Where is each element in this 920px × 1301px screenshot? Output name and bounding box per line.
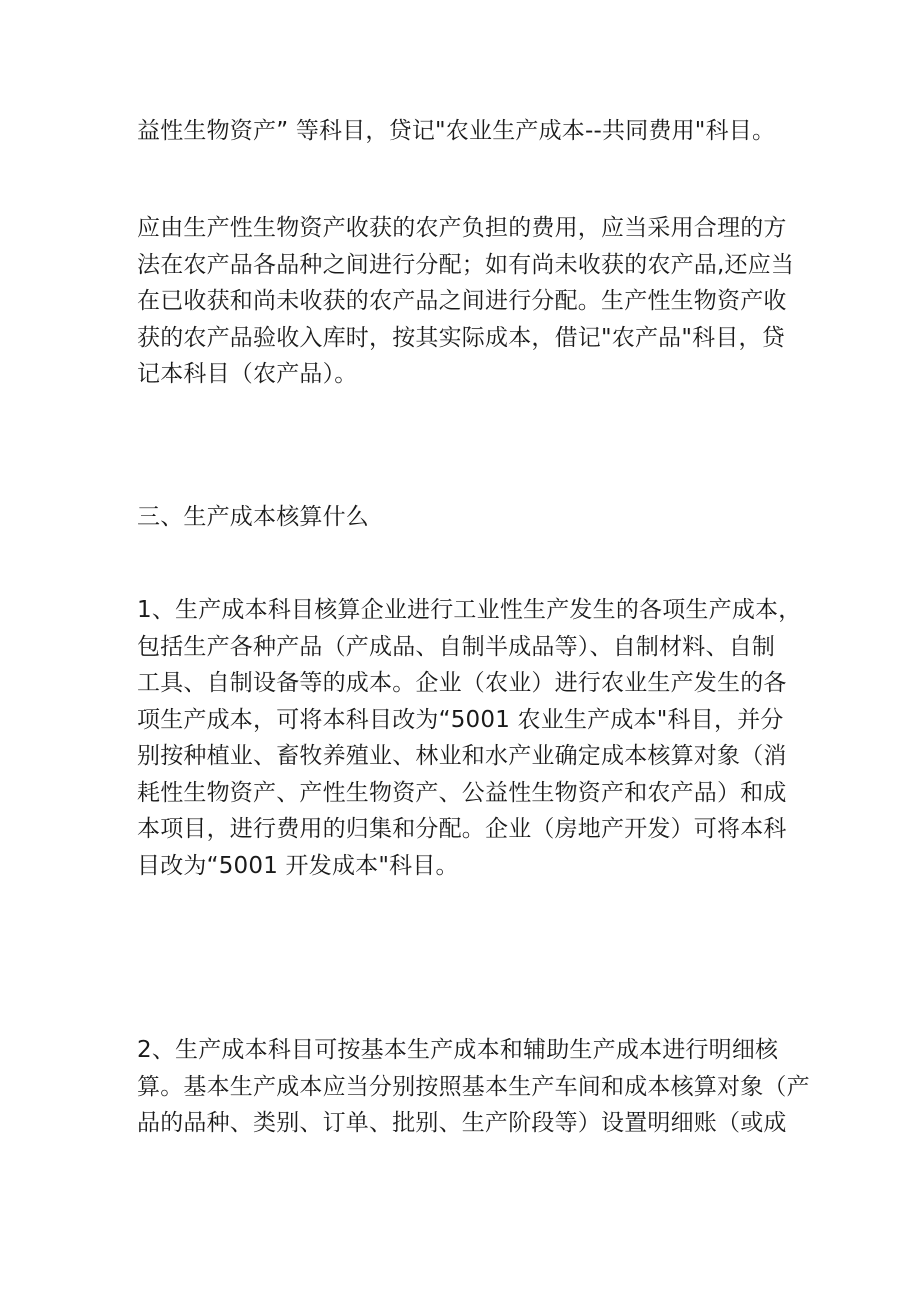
paragraph-4 xyxy=(137,1032,810,1142)
text-line: 获的农产品验收入库时，按其实际成本，借记"农产品"科目，贷 xyxy=(137,324,785,351)
text-line: 品的品种、类别、订单、批别、生产阶段等）设置明细账（或成 xyxy=(137,1110,787,1136)
text-line: 在已收获和尚未收获的农产品之间进行分配。生产性生物资产收 xyxy=(137,288,787,314)
heading-text: 三、生产成本核算什么 xyxy=(137,504,369,530)
text-line: 1、生产成本科目核算企业进行工业性生产发生的各项生产成本， xyxy=(137,597,802,623)
paragraph-2 xyxy=(137,210,794,393)
paragraph-3 xyxy=(137,592,801,884)
text-line: 目改为“5001 开发成本"科目。 xyxy=(137,852,459,879)
text-line: 项生产成本，可将本科目改为“5001 农业生产成本"科目，并分 xyxy=(137,706,784,733)
text-line: 2、生产成本科目可按基本生产成本和辅助生产成本进行明细核 xyxy=(137,1037,779,1063)
text-line: 别按种植业、畜牧养殖业、林业和水产业确定成本核算对象（消 xyxy=(137,743,787,769)
text-line: 本项目，进行费用的归集和分配。企业（房地产开发）可将本科 xyxy=(137,816,787,842)
text-line: 耗性生物资产、产性生物资产、公益性生物资产和农产品）和成 xyxy=(137,779,787,806)
text-line: 算。基本生产成本应当分别按照基本生产车间和成本核算对象（产 xyxy=(137,1073,810,1100)
text-line: 应由生产性生物资产收获的农产负担的费用，应当采用合理的方 xyxy=(137,215,787,241)
section-heading xyxy=(137,499,369,536)
text-line: 益性生物资产” 等科目，贷记"农业生产成本--共同费用"科目。 xyxy=(137,118,776,144)
text-line: 记本科目（农产品）。 xyxy=(137,361,358,387)
text-line: 工具、自制设备等的成本。企业（农业）进行农业生产发生的各 xyxy=(137,670,787,696)
text-line: 包括生产各种产品（产成品、自制半成品等）、自制材料、自制 xyxy=(137,633,776,660)
paragraph-1 xyxy=(137,113,775,150)
text-line: 法在农产品各品种之间进行分配；如有尚未收获的农产品,还应当 xyxy=(137,251,795,278)
